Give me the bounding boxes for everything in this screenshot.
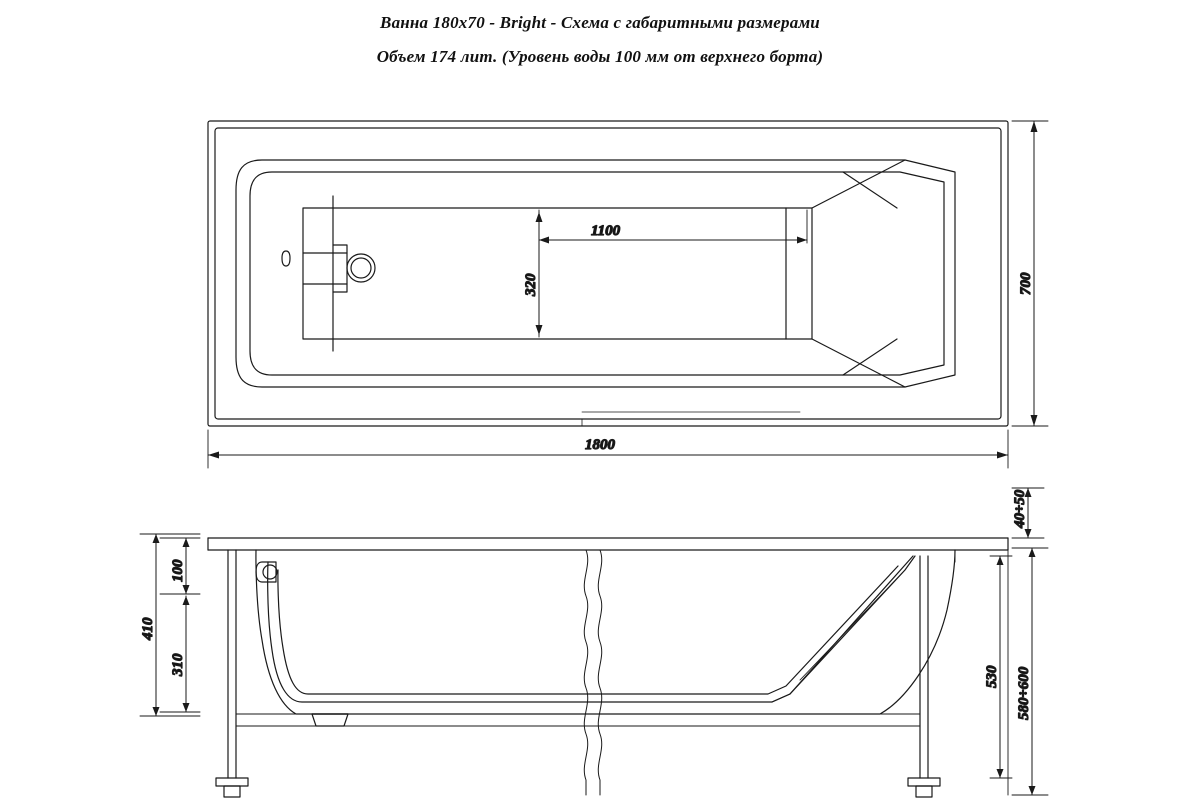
dim-total-height-label: 410 <box>140 617 156 640</box>
title-line-2: Объем 174 лит. (Уровень воды 100 мм от верхнего борта) <box>376 47 824 66</box>
title-line-1: Ванна 180х70 - Bright - Схема с габаритными размерами <box>380 13 820 32</box>
dim-inner-length-label: 1100 <box>591 223 621 239</box>
dim-rim-thickness-label: 40÷50 <box>1012 489 1028 528</box>
dim-inner-width-label: 320 <box>523 273 539 296</box>
dim-overall-length-label: 1800 <box>585 437 615 453</box>
dim-overall-width-label: 700 <box>1018 272 1034 295</box>
dim-installed-height-label: 580÷600 <box>1016 666 1032 720</box>
dim-water-level-label: 100 <box>170 559 186 582</box>
dim-inner-depth-label: 310 <box>170 653 186 676</box>
side-view-group <box>140 488 1048 797</box>
dim-leg-height-label: 530 <box>984 665 1000 688</box>
top-view-group <box>208 121 1048 468</box>
